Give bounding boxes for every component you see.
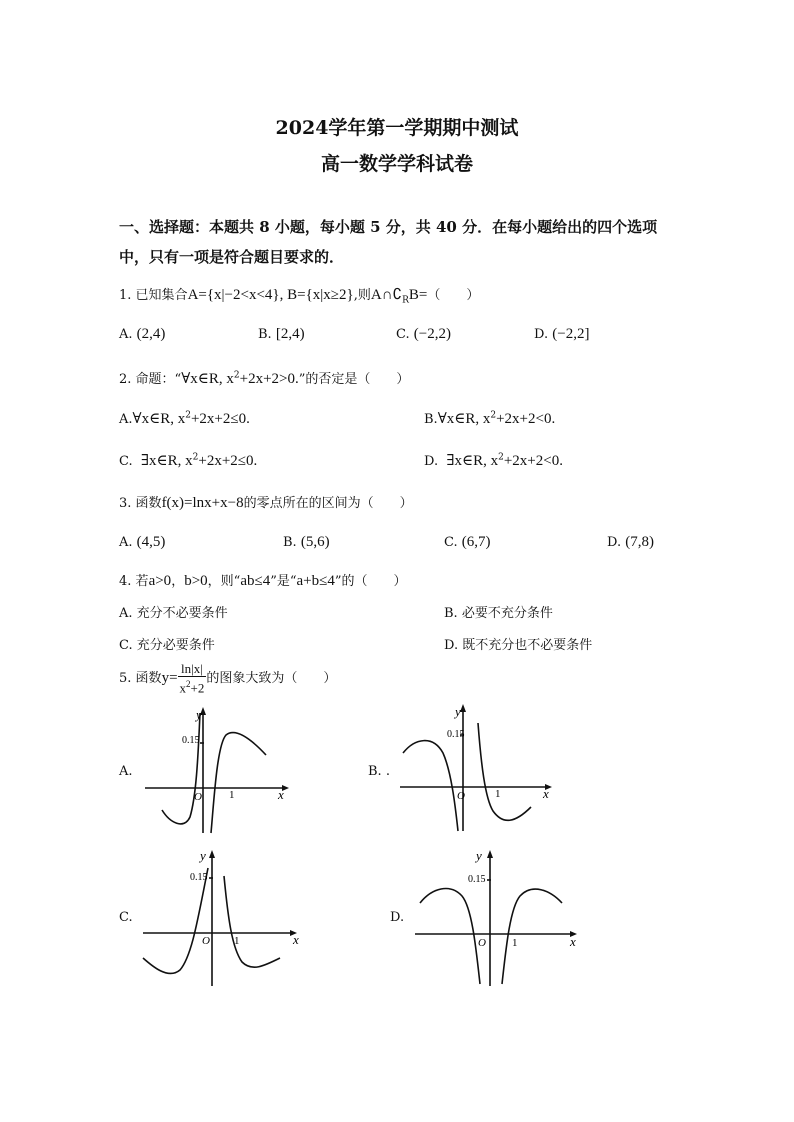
option-text: (6,7) (461, 534, 491, 550)
option-text: +2x+2<0. (503, 453, 563, 469)
question-number: 2. (119, 372, 132, 387)
q3-option-c[interactable] (444, 534, 491, 551)
q2-option-a[interactable] (119, 409, 250, 428)
x-label: x (543, 786, 549, 801)
q4-option-b[interactable] (444, 602, 553, 621)
math-expression: b>0 (184, 573, 208, 589)
section-heading-line2: 中，只有一项是符合题目要求的． (119, 248, 345, 266)
option-text: ∃x∈R, x (446, 453, 499, 469)
question-text: ，则“ (207, 574, 241, 589)
math-superscript: 2 (498, 452, 504, 463)
q2-option-d[interactable] (424, 451, 563, 470)
q5-option-b-label[interactable]: B. . (368, 764, 390, 779)
y-arrow-icon (487, 850, 493, 858)
question-text: 函数 (135, 496, 162, 511)
one-label: 1 (229, 789, 235, 801)
question-text: ”的（ ） (334, 574, 407, 589)
question-number: 3. (119, 496, 132, 511)
option-label: C. (119, 454, 133, 469)
question-1 (119, 284, 479, 306)
graph-b[interactable] (395, 703, 555, 838)
fraction-numerator: ln|x| (178, 662, 207, 677)
question-text: 的图象大致为（ ） (206, 671, 337, 687)
option-text: ∃x∈R, x (140, 453, 193, 469)
graph-c[interactable] (140, 848, 305, 988)
option-text: +2x+2≤0. (190, 411, 250, 427)
question-text: 若 (135, 574, 149, 589)
option-text: (4,5) (136, 534, 166, 550)
math-expression: A∩∁ (370, 287, 403, 303)
option-label: B. (283, 535, 297, 550)
question-text: ”是“ (270, 574, 297, 589)
origin-label: O (194, 791, 202, 803)
q5-option-a-label[interactable]: A. (119, 764, 133, 779)
q4-option-d[interactable] (444, 634, 592, 653)
option-text: ∀x∈R, x (437, 411, 491, 427)
option-label: D. (607, 535, 622, 550)
question-text: 命题：“ (135, 372, 182, 387)
option-text: [2,4) (275, 326, 305, 342)
math-fraction (178, 662, 207, 695)
denominator-base: x (179, 680, 187, 696)
tick-label: 0.15 (190, 872, 208, 883)
option-label: B. (424, 412, 438, 427)
q1-option-a[interactable] (119, 326, 165, 343)
curve-right (502, 889, 562, 984)
q5-option-c-label[interactable]: C. (119, 910, 133, 925)
option-text: 必要不充分条件 (461, 606, 553, 621)
math-expression: ∀x∈R, x (181, 371, 234, 387)
option-label: D. (534, 327, 549, 342)
one-label: 1 (234, 935, 240, 947)
math-expression: f(x)=lnx+x−8 (161, 495, 244, 511)
option-label: A. (119, 327, 133, 342)
origin-label: O (457, 790, 465, 802)
curve-left (420, 889, 480, 984)
question-text: 的零点所在的区间为（ ） (243, 496, 413, 511)
y-arrow-icon (209, 850, 215, 858)
math-expression: a>0 (148, 573, 172, 589)
one-label: 1 (495, 788, 501, 800)
option-label: A. (119, 606, 133, 621)
q4-option-c[interactable] (119, 634, 215, 653)
option-text: (−2,2) (413, 326, 451, 342)
option-label: C. (444, 535, 458, 550)
math-subscript: R (402, 295, 409, 306)
origin-label: O (478, 937, 486, 949)
math-expression: A={x|−2<x<4}, B={x|x≥2} (187, 287, 354, 303)
option-text: (7,8) (625, 534, 654, 550)
option-text: 充分不必要条件 (136, 606, 228, 621)
q2-option-b[interactable] (424, 409, 555, 428)
math-expression: y= (161, 670, 178, 687)
graph-a[interactable] (140, 705, 290, 840)
question-number: 4. (119, 574, 132, 589)
q3-option-b[interactable] (283, 534, 330, 551)
question-5 (119, 662, 336, 695)
question-text: ， (171, 574, 185, 589)
y-label: y (476, 848, 482, 863)
y-label: y (200, 848, 206, 863)
question-text: ”的否定是（ ） (298, 372, 410, 387)
option-label: B. (258, 327, 272, 342)
origin-label: O (202, 935, 210, 947)
q1-option-b[interactable] (258, 326, 305, 343)
tick-label: 0.15 (468, 874, 486, 885)
math-expression: +2x+2>0. (239, 371, 299, 387)
math-superscript: 2 (490, 410, 497, 421)
y-label: y (196, 707, 202, 722)
option-text: +2x+2≤0. (198, 453, 258, 469)
question-number: 5. (119, 671, 132, 687)
q3-option-a[interactable] (119, 534, 165, 551)
curve-left (143, 868, 208, 973)
x-label: x (570, 934, 576, 949)
question-2 (119, 368, 409, 388)
curve-right (478, 723, 531, 820)
denominator-rest: +2 (190, 680, 205, 696)
math-expression: ab≤4 (240, 573, 271, 589)
option-label: D. (424, 454, 439, 469)
question-4 (119, 570, 407, 590)
q1-option-d[interactable] (534, 326, 589, 343)
exam-title: 2024学年第一学期期中测试 (275, 117, 519, 139)
answer-bracket: （ ） (427, 288, 480, 303)
question-text: 函数 (135, 671, 162, 687)
math-superscript: 2 (233, 370, 240, 381)
q3-option-d[interactable] (607, 534, 654, 551)
curve-right (224, 876, 280, 967)
math-expression: B= (408, 287, 428, 303)
exam-subtitle: 高一数学学科试卷 (320, 153, 473, 175)
math-superscript: 2 (186, 679, 191, 689)
tick-label: 0.15 (182, 735, 200, 746)
x-label: x (278, 787, 284, 802)
question-text: 已知集合 (135, 288, 188, 303)
q5-option-d-label[interactable]: D. (390, 910, 405, 925)
q2-option-c[interactable] (119, 451, 257, 470)
one-label: 1 (512, 937, 518, 949)
section-heading-line1: 一、选择题：本题共 8 小题，每小题 5 分，共 40 分．在每小题给出的四个选项 (119, 218, 658, 236)
option-text: (−2,2] (552, 326, 590, 342)
question-3 (119, 492, 413, 512)
curve-left (403, 741, 458, 831)
y-arrow-icon (460, 704, 466, 712)
option-label: B. (444, 606, 458, 621)
option-text: 充分必要条件 (136, 638, 215, 653)
option-text: 既不充分也不必要条件 (462, 638, 593, 653)
option-text: (2,4) (136, 326, 166, 342)
y-label: y (455, 704, 461, 719)
q4-option-a[interactable] (119, 602, 228, 621)
option-text: +2x+2<0. (496, 411, 556, 427)
math-expression: a+b≤4 (296, 573, 335, 589)
question-number: 1. (119, 288, 132, 303)
tick-label: 0.15 (447, 729, 465, 740)
option-label: C. (396, 327, 410, 342)
option-text: ∀x∈R, x (132, 411, 186, 427)
option-label: D. (444, 638, 459, 653)
option-text: (5,6) (300, 534, 330, 550)
math-superscript: 2 (185, 410, 191, 421)
graph-d[interactable] (410, 848, 580, 988)
math-superscript: 2 (192, 452, 199, 463)
fraction-denominator (178, 677, 207, 695)
question-text: ,则 (353, 288, 371, 303)
option-label: C. (119, 638, 133, 653)
curve-left (162, 713, 200, 824)
curve-right (211, 733, 266, 833)
x-label: x (293, 932, 299, 947)
option-label: A. (119, 412, 133, 427)
q1-option-c[interactable] (396, 326, 451, 343)
option-label: A. (119, 535, 133, 550)
